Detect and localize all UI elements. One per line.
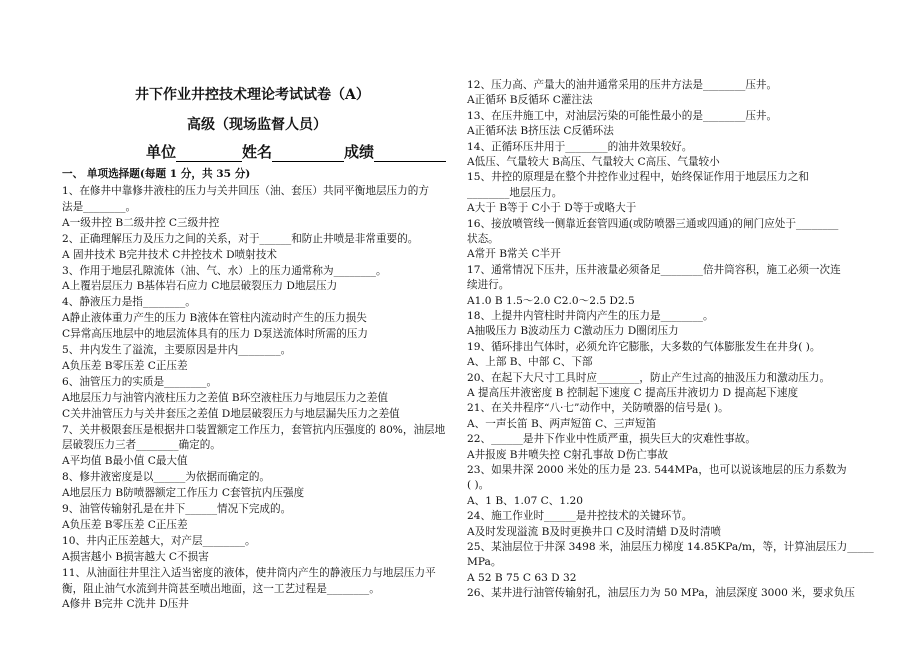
right-question-line: A、上部 B、中部 C、下部 [467, 356, 593, 369]
score-blank [374, 147, 446, 162]
left-question-line: C关井油管压力与关井套压之差值 D地层破裂压力与地层漏失压力之差值 [62, 407, 400, 420]
right-question-line: 25、某油层位于井深 3498 米，油层压力梯度 14.85KPa/m，等，计算油层压力_____ [467, 541, 874, 553]
right-question-line: 24、施工作业时______是井控技术的关键环节。 [467, 510, 693, 523]
right-question-line: 13、在压井施工中，对油层污染的可能性最小的是________压井。 [467, 109, 778, 122]
right-question-line: 21、在关井程序“八·七”动作中，关防喷器的信号是( )。 [467, 402, 729, 415]
left-question-line: A上覆岩层压力 B基体岩石应力 C地层破裂压力 D地层压力 [62, 280, 338, 293]
left-question-line: 4、静液压力是指________。 [62, 296, 196, 309]
score-label: 成绩 [344, 143, 375, 161]
left-question-line: 1、在修井中靠修井液柱的压力与关井回压（油、套压）共同平衡地层压力的方 [62, 185, 429, 197]
left-question-line: 层破裂压力三者________确定的。 [62, 439, 221, 452]
right-question-line: MPa。 [467, 556, 502, 569]
exam-info-line [146, 141, 446, 162]
left-question-line: A静止液体重力产生的压力 B液体在管柱内流动时产生的压力损失 [62, 312, 367, 325]
right-question-line: A、1 B、1.07 C、1.20 [467, 494, 583, 507]
exam-title: 井下作业井控技术理论考试试卷（A） [135, 87, 370, 103]
left-question-line: A负压差 B零压差 C正压差 [62, 359, 188, 372]
unit-blank [176, 147, 242, 162]
right-question-line: A井报废 B井喷失控 C射孔事故 D伤亡事故 [467, 448, 669, 461]
right-question-line: 23、如果井深 2000 米处的压力是 23. 544MPa，也可以说该地层的压力系数为 [467, 464, 847, 476]
right-question-line: A1.0 B 1.5～2.0 C2.0～2.5 D2.5 [467, 294, 635, 307]
right-question-line: 15、井控的原理是在整个井控作业过程中，始终保证作用于地层压力之和 [467, 171, 809, 184]
left-question-line: A地层压力与油管内液柱压力之差值 B环空液柱压力与地层压力之差值 [62, 391, 389, 404]
left-question-line: 8、修井液密度是以______为依据而确定的。 [62, 471, 271, 484]
left-question-line: 衡，阻止油气水流到井筒甚至喷出地面，这一工艺过程是________。 [62, 582, 380, 595]
right-question-line: 14、正循环压井用于________的油井效果较好。 [467, 140, 693, 153]
right-question-line: A常开 B常关 C半开 [467, 248, 561, 261]
right-question-line: ( )。 [467, 479, 490, 492]
right-question-line: 20、在起下大尺寸工具时应________，防止产生过高的抽汲压力和激动压力。 [467, 371, 831, 384]
right-question-line: 19、循环排出气体时，必须允许它膨胀，大多数的气体膨胀发生在井身( )。 [467, 340, 821, 353]
left-question-line: 10、井内正压差越大，对产层________。 [62, 534, 256, 547]
left-question-line: 6、油管压力的实质是________。 [62, 375, 218, 388]
left-question-line: A地层压力 B防喷器额定工作压力 C套管抗内压强度 [62, 487, 305, 500]
left-question-line: A一级井控 B二级井控 C三级井控 [62, 216, 220, 229]
right-question-line: A大于 B等于 C小于 D等于或略大于 [467, 202, 637, 215]
left-question-line: A修井 B完井 C洗井 D压井 [62, 598, 189, 611]
right-question-line: A、一声长笛 B、两声短笛 C、三声短笛 [467, 417, 657, 430]
right-question-line: A 52 B 75 C 63 D 32 [467, 571, 577, 584]
name-label: 姓名 [242, 143, 273, 161]
right-question-line: 26、某井进行油管传输射孔，油层压力为 50 MPa，油层深度 3000 米，要求负压 [467, 587, 855, 600]
right-question-line: 16、接放喷管线一侧靠近套管四通(或防喷器三通或四通)的闸门应处于________ [467, 217, 839, 230]
right-question-line: A正循环法 B挤压法 C反循环法 [467, 125, 614, 138]
section-heading: 一、 单项选择题(每题 1 分，共 35 分) [62, 168, 251, 180]
left-question-line: A损害越小 B损害越大 C不损害 [62, 550, 209, 563]
right-question-line: A及时发现溢流 B及时更换井口 C及时清蜡 D及时清喷 [467, 525, 722, 538]
right-question-line: A抽吸压力 B波动压力 C激动压力 D圈闭压力 [467, 325, 679, 338]
right-question-line: 18、上提井内管柱时井筒内产生的压力是________。 [467, 310, 714, 322]
left-question-line: A平均值 B最小值 C最大值 [62, 455, 188, 468]
left-question-line: A 固井技术 B完井技术 C井控技术 D喷射技术 [62, 248, 278, 261]
right-question-line: A 提高压井液密度 B 控制起下速度 C 提高压井液切力 D 提高起下速度 [467, 387, 799, 399]
left-question-line: 2、正确理解压力及压力之间的关系，对于______和防止井喷是非常重要的。 [62, 232, 419, 245]
name-blank [272, 147, 344, 162]
left-question-line: A负压差 B零压差 C正压差 [62, 518, 188, 531]
exam-subtitle: 高级（现场监督人员） [187, 117, 327, 133]
left-question-line: 9、油管传输射孔是在井下______情况下完成的。 [62, 503, 292, 515]
right-question-line: 状态。 [467, 233, 499, 245]
right-question-line: 12、压力高、产量大的油井通常采用的压井方法是________压井。 [467, 79, 778, 91]
right-question-line: 22、______是井下作业中性质严重，损失巨大的灾难性事故。 [467, 433, 756, 446]
left-question-line: 3、作用于地层孔隙流体（油、气、水）上的压力通常称为________。 [62, 264, 387, 277]
right-question-line: 续进行。 [467, 279, 510, 292]
left-question-line: 7、关井极限套压是根据井口装置额定工作压力，套管抗内压强度的 80%，油层地 [62, 423, 446, 436]
right-question-line: 17、通常情况下压井，压井液量必须备足________倍井筒容积，施工必须一次连 [467, 263, 841, 276]
left-question-line: C异常高压地层中的地层流体具有的压力 D泵送流体时所需的压力 [62, 328, 368, 341]
right-question-line: ________地层压力。 [467, 186, 563, 199]
right-question-line: A低压、气量较大 B高压、气量较大 C高压、气量较小 [467, 156, 720, 168]
unit-label: 单位 [146, 143, 177, 161]
right-question-line: A正循环 B反循环 C灌注法 [467, 94, 593, 107]
left-question-line: 5、井内发生了溢流，主要原因是井内________。 [62, 344, 292, 356]
left-question-line: 法是________。 [62, 200, 137, 213]
left-question-line: 11、从油面往井里注入适当密度的液体，使井筒内产生的静液压力与地层压力平 [62, 566, 436, 579]
